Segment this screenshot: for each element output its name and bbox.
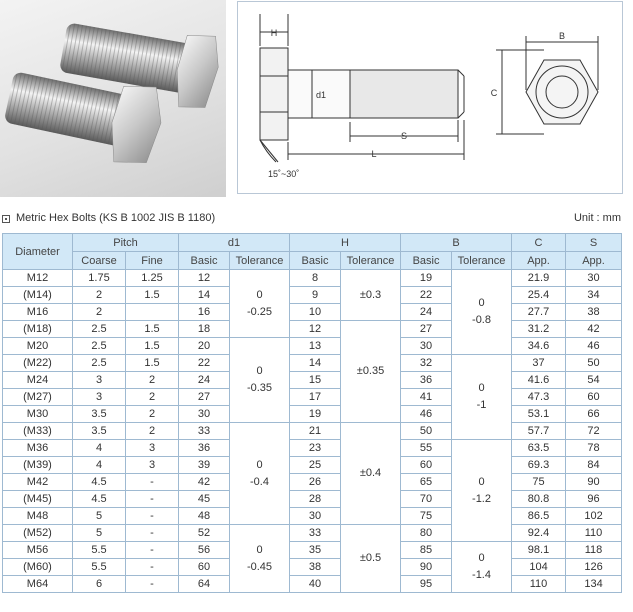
fine-pitch-cell: 2 xyxy=(126,406,179,423)
d1-tolerance-cell-upper: 0 xyxy=(256,458,263,471)
coarse-pitch-cell: 2.5 xyxy=(73,338,126,355)
d1-basic-cell: 22 xyxy=(179,355,230,372)
table-row xyxy=(3,270,622,287)
c-app-cell: 27.7 xyxy=(512,304,566,321)
header-d1: d1 xyxy=(179,234,290,252)
h-basic-cell: 25 xyxy=(290,457,341,474)
fine-pitch-cell: 3 xyxy=(126,457,179,474)
b-tolerance-cell-upper: 0 xyxy=(478,382,485,394)
b-tolerance-cell-upper: 0 xyxy=(478,475,485,488)
b-basic-cell: 36 xyxy=(401,372,452,389)
h-basic-cell: 35 xyxy=(290,542,341,559)
coarse-pitch-cell: 6 xyxy=(73,576,126,593)
s-app-cell: 96 xyxy=(566,491,622,508)
table-row xyxy=(3,287,622,304)
h-basic-cell: 30 xyxy=(290,508,341,525)
d1-tolerance-cell-lower: -0.4 xyxy=(250,475,269,488)
header-b: B xyxy=(401,234,512,252)
fine-pitch-cell: 1.5 xyxy=(126,355,179,372)
s-app-cell: 54 xyxy=(566,372,622,389)
bolt-photo-illustration xyxy=(0,0,226,197)
s-app-cell: 66 xyxy=(566,406,622,423)
c-app-cell: 31.2 xyxy=(512,321,566,338)
fine-pitch-cell: - xyxy=(126,542,179,559)
d1-tolerance-cell-lower: -0.25 xyxy=(246,305,273,318)
b-basic-cell: 60 xyxy=(401,457,452,474)
coarse-pitch-cell: 4.5 xyxy=(73,491,126,508)
coarse-pitch-cell: 3 xyxy=(73,372,126,389)
h-basic-cell: 38 xyxy=(290,559,341,576)
h-tolerance-cell-upper: ±0.3 xyxy=(359,288,382,301)
header-pitch: Pitch xyxy=(73,234,179,252)
b-tolerance-cell-lower: -0.8 xyxy=(472,314,491,326)
fine-pitch-cell: - xyxy=(126,508,179,525)
table-row xyxy=(3,406,622,423)
d1-basic-cell: 45 xyxy=(179,491,230,508)
b-basic-cell: 95 xyxy=(401,576,452,593)
s-app-cell: 126 xyxy=(566,559,622,576)
label-b: B xyxy=(558,31,566,41)
d1-basic-cell: 60 xyxy=(179,559,230,576)
c-app-cell: 80.8 xyxy=(512,491,566,508)
square-bullet-icon xyxy=(2,215,10,223)
product-photo xyxy=(0,0,226,197)
table-row xyxy=(3,525,622,542)
c-app-cell: 53.1 xyxy=(512,406,566,423)
h-basic-cell: 21 xyxy=(290,423,341,440)
h-basic-cell: 8 xyxy=(290,270,341,287)
b-basic-cell: 27 xyxy=(401,321,452,338)
h-basic-cell: 26 xyxy=(290,474,341,491)
diameter-cell: M20 xyxy=(3,338,73,355)
d1-basic-cell: 52 xyxy=(179,525,230,542)
h-basic-cell: 23 xyxy=(290,440,341,457)
d1-basic-cell: 20 xyxy=(179,338,230,355)
c-app-cell: 104 xyxy=(512,559,566,576)
subheader-s-app: App. xyxy=(566,252,622,270)
b-tolerance-cell xyxy=(452,270,512,355)
fine-pitch-cell: - xyxy=(126,559,179,576)
d1-tolerance-cell xyxy=(230,270,290,338)
diameter-cell: (M60) xyxy=(3,559,73,576)
c-app-cell: 47.3 xyxy=(512,389,566,406)
d1-basic-cell: 39 xyxy=(179,457,230,474)
s-app-cell: 60 xyxy=(566,389,622,406)
coarse-pitch-cell: 2.5 xyxy=(73,355,126,372)
coarse-pitch-cell: 2 xyxy=(73,304,126,321)
coarse-pitch-cell: 3.5 xyxy=(73,423,126,440)
h-basic-cell: 13 xyxy=(290,338,341,355)
c-app-cell: 21.9 xyxy=(512,270,566,287)
b-tolerance-cell-upper: 0 xyxy=(478,552,485,564)
fine-pitch-cell: 2 xyxy=(126,389,179,406)
label-l: L xyxy=(371,149,377,159)
subheader-c-app: App. xyxy=(512,252,566,270)
d1-basic-cell: 14 xyxy=(179,287,230,304)
fine-pitch-cell: - xyxy=(126,576,179,593)
b-tolerance-cell-lower: -1.2 xyxy=(472,492,491,505)
subheader-coarse: Coarse xyxy=(73,252,126,270)
d1-tolerance-cell-upper: 0 xyxy=(256,365,263,377)
diameter-cell: M64 xyxy=(3,576,73,593)
b-basic-cell: 19 xyxy=(401,270,452,287)
c-app-cell: 75 xyxy=(512,474,566,491)
table-row xyxy=(3,457,622,474)
diameter-cell: M42 xyxy=(3,474,73,491)
d1-basic-cell: 27 xyxy=(179,389,230,406)
h-tolerance-cell-upper: ±0.35 xyxy=(356,365,385,377)
coarse-pitch-cell: 1.75 xyxy=(73,270,126,287)
b-basic-cell: 85 xyxy=(401,542,452,559)
label-d1: d1 xyxy=(316,90,327,100)
s-app-cell: 46 xyxy=(566,338,622,355)
s-app-cell: 78 xyxy=(566,440,622,457)
coarse-pitch-cell: 5.5 xyxy=(73,542,126,559)
c-app-cell: 69.3 xyxy=(512,457,566,474)
s-app-cell: 30 xyxy=(566,270,622,287)
table-row xyxy=(3,338,622,355)
h-basic-cell: 28 xyxy=(290,491,341,508)
coarse-pitch-cell: 2.5 xyxy=(73,321,126,338)
h-tolerance-cell xyxy=(341,423,401,525)
b-basic-cell: 41 xyxy=(401,389,452,406)
s-app-cell: 34 xyxy=(566,287,622,304)
coarse-pitch-cell: 5 xyxy=(73,525,126,542)
b-basic-cell: 75 xyxy=(401,508,452,525)
fine-pitch-cell: 3 xyxy=(126,440,179,457)
b-basic-cell: 24 xyxy=(401,304,452,321)
section-title: Metric Hex Bolts (KS B 1002 JIS B 1180) xyxy=(16,212,216,224)
table-row xyxy=(3,491,622,508)
b-basic-cell: 65 xyxy=(401,474,452,491)
b-tolerance-cell-upper: 0 xyxy=(478,297,485,309)
s-app-cell: 102 xyxy=(566,508,622,525)
b-basic-cell: 30 xyxy=(401,338,452,355)
c-app-cell: 34.6 xyxy=(512,338,566,355)
c-app-cell: 86.5 xyxy=(512,508,566,525)
c-app-cell: 57.7 xyxy=(512,423,566,440)
dimension-drawing xyxy=(238,2,622,193)
b-basic-cell: 32 xyxy=(401,355,452,372)
header-h: H xyxy=(290,234,401,252)
diameter-cell: (M45) xyxy=(3,491,73,508)
c-app-cell: 37 xyxy=(512,355,566,372)
coarse-pitch-cell: 4.5 xyxy=(73,474,126,491)
subheader-d1-tolerance: Tolerance xyxy=(230,252,290,270)
table-row xyxy=(3,508,622,525)
fine-pitch-cell: 2 xyxy=(126,423,179,440)
coarse-pitch-cell: 5 xyxy=(73,508,126,525)
table-row xyxy=(3,372,622,389)
header-s: S xyxy=(566,234,622,252)
label-s: S xyxy=(400,131,408,141)
table-row xyxy=(3,440,622,457)
header-c: C xyxy=(512,234,566,252)
subheader-d1-basic: Basic xyxy=(179,252,230,270)
h-basic-cell: 15 xyxy=(290,372,341,389)
h-basic-cell: 33 xyxy=(290,525,341,542)
s-app-cell: 118 xyxy=(566,542,622,559)
fine-pitch-cell xyxy=(126,304,179,321)
c-app-cell: 92.4 xyxy=(512,525,566,542)
coarse-pitch-cell: 3 xyxy=(73,389,126,406)
d1-tolerance-cell-lower: -0.45 xyxy=(246,560,273,573)
s-app-cell: 42 xyxy=(566,321,622,338)
d1-tolerance-cell xyxy=(230,525,290,593)
d1-basic-cell: 36 xyxy=(179,440,230,457)
h-basic-cell: 12 xyxy=(290,321,341,338)
c-app-cell: 63.5 xyxy=(512,440,566,457)
spec-table xyxy=(2,233,622,593)
c-app-cell: 25.4 xyxy=(512,287,566,304)
b-basic-cell: 80 xyxy=(401,525,452,542)
b-basic-cell: 50 xyxy=(401,423,452,440)
header-diameter: Diameter xyxy=(3,234,73,270)
diameter-cell: M16 xyxy=(3,304,73,321)
diameter-cell: (M27) xyxy=(3,389,73,406)
d1-basic-cell: 30 xyxy=(179,406,230,423)
fine-pitch-cell: 1.5 xyxy=(126,321,179,338)
table-row xyxy=(3,576,622,593)
label-angle: 15˚~30˚ xyxy=(268,169,300,179)
h-tolerance-cell xyxy=(341,525,401,593)
c-app-cell: 41.6 xyxy=(512,372,566,389)
b-tolerance-cell xyxy=(452,440,512,542)
h-tolerance-cell-upper: ±0.4 xyxy=(359,467,382,479)
d1-basic-cell: 42 xyxy=(179,474,230,491)
diameter-cell: M36 xyxy=(3,440,73,457)
fine-pitch-cell: - xyxy=(126,491,179,508)
s-app-cell: 84 xyxy=(566,457,622,474)
diameter-cell: M24 xyxy=(3,372,73,389)
bolt-technical-drawing xyxy=(237,1,623,194)
h-basic-cell: 9 xyxy=(290,287,341,304)
s-app-cell: 110 xyxy=(566,525,622,542)
table-row xyxy=(3,423,622,440)
table-row xyxy=(3,542,622,559)
d1-basic-cell: 16 xyxy=(179,304,230,321)
subheader-fine: Fine xyxy=(126,252,179,270)
diameter-cell: (M33) xyxy=(3,423,73,440)
b-basic-cell: 22 xyxy=(401,287,452,304)
d1-tolerance-cell-upper: 0 xyxy=(256,288,263,301)
fine-pitch-cell: 1.5 xyxy=(126,287,179,304)
fine-pitch-cell: - xyxy=(126,525,179,542)
label-h: H xyxy=(270,28,278,38)
coarse-pitch-cell: 4 xyxy=(73,457,126,474)
b-tolerance-cell xyxy=(452,542,512,593)
diameter-cell: (M14) xyxy=(3,287,73,304)
coarse-pitch-cell: 5.5 xyxy=(73,559,126,576)
subheader-h-basic: Basic xyxy=(290,252,341,270)
section-header xyxy=(2,212,621,228)
d1-basic-cell: 12 xyxy=(179,270,230,287)
b-basic-cell: 70 xyxy=(401,491,452,508)
coarse-pitch-cell: 4 xyxy=(73,440,126,457)
table-row xyxy=(3,474,622,491)
diameter-cell: M56 xyxy=(3,542,73,559)
s-app-cell: 50 xyxy=(566,355,622,372)
coarse-pitch-cell: 3.5 xyxy=(73,406,126,423)
table-row xyxy=(3,355,622,372)
d1-basic-cell: 56 xyxy=(179,542,230,559)
h-basic-cell: 19 xyxy=(290,406,341,423)
coarse-pitch-cell: 2 xyxy=(73,287,126,304)
h-tolerance-cell xyxy=(341,321,401,423)
d1-basic-cell: 18 xyxy=(179,321,230,338)
h-basic-cell: 40 xyxy=(290,576,341,593)
b-tolerance-cell-lower: -1 xyxy=(476,399,487,411)
c-app-cell: 98.1 xyxy=(512,542,566,559)
h-tolerance-cell xyxy=(341,270,401,321)
c-app-cell: 110 xyxy=(512,576,566,593)
table-row xyxy=(3,304,622,321)
d1-tolerance-cell xyxy=(230,423,290,525)
fine-pitch-cell: 1.25 xyxy=(126,270,179,287)
diameter-cell: (M39) xyxy=(3,457,73,474)
spec-table-body xyxy=(3,270,622,593)
h-basic-cell: 14 xyxy=(290,355,341,372)
diameter-cell: M30 xyxy=(3,406,73,423)
diameter-cell: (M52) xyxy=(3,525,73,542)
diameter-cell: (M18) xyxy=(3,321,73,338)
subheader-h-tolerance: Tolerance xyxy=(341,252,401,270)
b-basic-cell: 90 xyxy=(401,559,452,576)
h-basic-cell: 10 xyxy=(290,304,341,321)
h-tolerance-cell-upper: ±0.5 xyxy=(359,552,382,564)
h-basic-cell: 17 xyxy=(290,389,341,406)
s-app-cell: 72 xyxy=(566,423,622,440)
s-app-cell: 134 xyxy=(566,576,622,593)
diameter-cell: (M22) xyxy=(3,355,73,372)
subheader-b-tolerance: Tolerance xyxy=(452,252,512,270)
unit-label: Unit : mm xyxy=(573,212,621,224)
subheader-b-basic: Basic xyxy=(401,252,452,270)
label-c: C xyxy=(490,88,498,98)
b-basic-cell: 55 xyxy=(401,440,452,457)
b-tolerance-cell-lower: -1.4 xyxy=(472,569,491,581)
d1-tolerance-cell-lower: -0.35 xyxy=(246,382,273,394)
table-row xyxy=(3,559,622,576)
diameter-cell: M48 xyxy=(3,508,73,525)
b-tolerance-cell xyxy=(452,355,512,440)
d1-basic-cell: 48 xyxy=(179,508,230,525)
d1-basic-cell: 24 xyxy=(179,372,230,389)
d1-tolerance-cell xyxy=(230,338,290,423)
s-app-cell: 38 xyxy=(566,304,622,321)
d1-basic-cell: 64 xyxy=(179,576,230,593)
table-row xyxy=(3,321,622,338)
s-app-cell: 90 xyxy=(566,474,622,491)
b-basic-cell: 46 xyxy=(401,406,452,423)
d1-tolerance-cell-upper: 0 xyxy=(256,543,263,556)
table-row xyxy=(3,389,622,406)
diameter-cell: M12 xyxy=(3,270,73,287)
fine-pitch-cell: - xyxy=(126,474,179,491)
d1-basic-cell: 33 xyxy=(179,423,230,440)
fine-pitch-cell: 1.5 xyxy=(126,338,179,355)
fine-pitch-cell: 2 xyxy=(126,372,179,389)
